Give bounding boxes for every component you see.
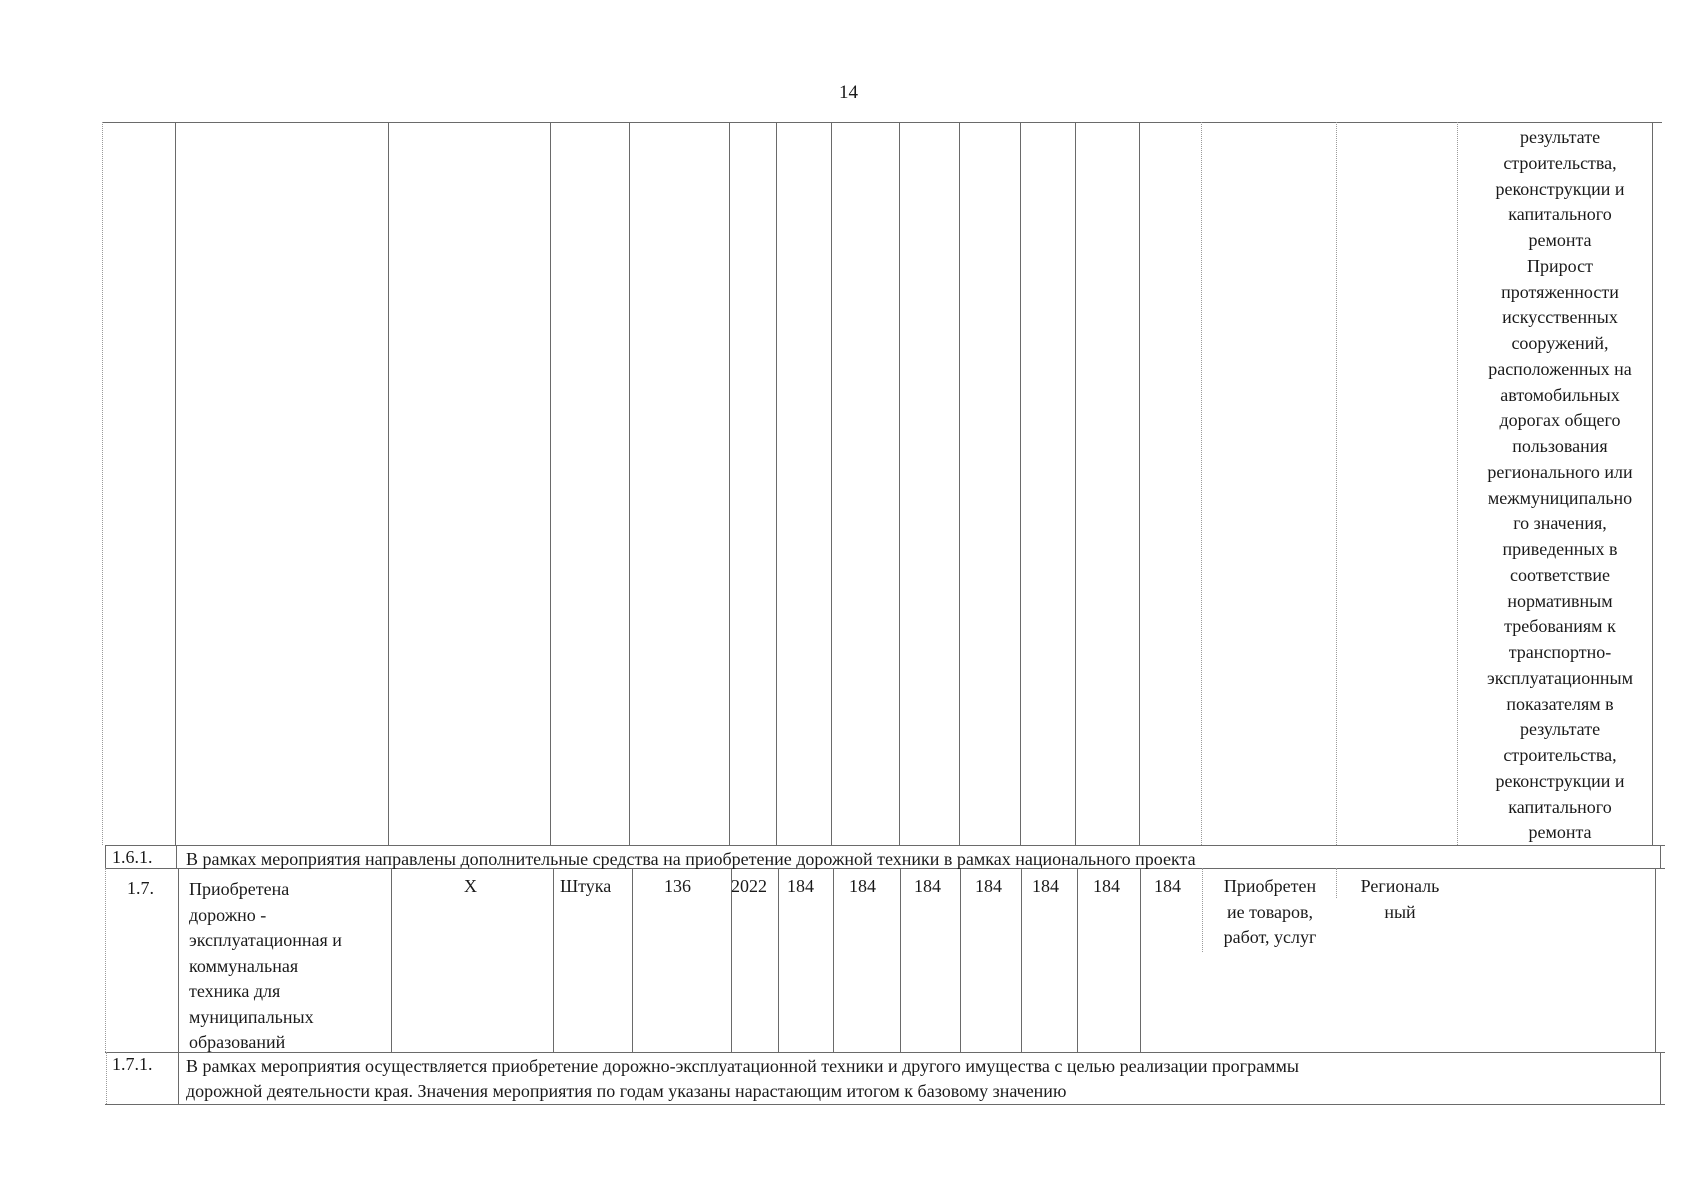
- row-1-7-value: 184: [787, 876, 814, 896]
- name-line: Приобретена: [189, 879, 290, 899]
- note-1-7-1-line1: В рамках мероприятия осуществляется приобретение дорожно-эксплуатационной техники и другого имущества с целью реализации программы: [186, 1056, 1299, 1076]
- column-line: [900, 868, 901, 1052]
- name-line: техника для: [189, 981, 281, 1001]
- row-1-7-number: 1.7.: [127, 878, 154, 898]
- text-line: регионального или: [1487, 461, 1633, 482]
- column-line: [553, 868, 554, 1052]
- level-line: ный: [1384, 901, 1416, 922]
- text-line: межмуниципально: [1487, 487, 1633, 508]
- note-1-6-1-text: В рамках мероприятия направлены дополнительные средства на приобретение дорожной техники в рамках национального проекта: [186, 849, 1196, 869]
- note-1-7-1-line2: дорожной деятельности края. Значения мероприятия по годам указаны нарастающим итогом к базовому значению: [186, 1081, 1067, 1101]
- column-line: [899, 122, 900, 845]
- column-line: [106, 1052, 107, 1104]
- text-line: искусственных: [1502, 307, 1618, 328]
- text-line: строительства,: [1503, 152, 1617, 173]
- text-line: нормативным: [1507, 590, 1613, 611]
- column-line: [629, 122, 630, 845]
- row-1-7-base-value: 136: [664, 876, 691, 896]
- column-line: [632, 868, 633, 1052]
- page-number: 14: [839, 82, 858, 103]
- column-line: [729, 122, 730, 845]
- name-line: коммунальная: [189, 955, 299, 976]
- text-line: капитального: [1508, 204, 1612, 225]
- column-line: [178, 1052, 179, 1104]
- text-line: показателям в: [1506, 693, 1614, 714]
- column-line: [175, 122, 176, 845]
- row-separator: [105, 845, 1665, 846]
- name-line: дорожно -: [189, 904, 267, 925]
- text-line: реконструкции и: [1495, 770, 1625, 791]
- text-line: эксплуатационным: [1486, 667, 1633, 688]
- text-line: сооружений,: [1511, 333, 1609, 353]
- column-line: [1660, 1052, 1661, 1104]
- text-line: дорогах общего: [1499, 410, 1621, 431]
- name-line: образований: [189, 1032, 286, 1052]
- column-line: [960, 868, 961, 1052]
- column-line: [1336, 122, 1337, 845]
- text-line: реконструкции и: [1495, 178, 1625, 199]
- row-1-7-value: 184: [849, 876, 876, 896]
- column-line: [1201, 122, 1202, 845]
- column-line: [1077, 868, 1078, 1052]
- column-line: [176, 845, 177, 868]
- text-line: протяженности: [1501, 281, 1619, 302]
- column-line: [1139, 122, 1140, 845]
- text-line: ремонта: [1528, 230, 1592, 250]
- name-line: эксплуатационная и: [189, 930, 342, 950]
- name-line: муниципальных: [189, 1006, 314, 1027]
- column-line: [550, 122, 551, 845]
- column-line: [1202, 868, 1203, 952]
- text-line: Прирост: [1527, 255, 1593, 276]
- row-1-7-value: 184: [1093, 876, 1120, 896]
- row-1-7-unit: Штука: [560, 876, 612, 896]
- text-line: пользования: [1512, 436, 1608, 456]
- column-line: [959, 122, 960, 845]
- column-line: [776, 122, 777, 845]
- row-1-7-name: [189, 877, 342, 1056]
- column-line: [1336, 868, 1337, 898]
- text-line: результате: [1519, 127, 1601, 147]
- text-line: соответствие: [1509, 564, 1611, 585]
- column-line: [1655, 868, 1656, 1052]
- row-1-7-level: [1340, 874, 1460, 925]
- text-line: расположенных на: [1488, 358, 1632, 379]
- note-1-7-1-number: 1.7.1.: [112, 1054, 153, 1074]
- column-line: [778, 868, 779, 1052]
- column-line: [105, 868, 106, 1052]
- text-line: приведенных в: [1502, 539, 1618, 559]
- column-line: [1020, 122, 1021, 845]
- text-line: транспортно-: [1508, 642, 1612, 662]
- column-line: [1140, 868, 1141, 1052]
- column-line: [105, 845, 106, 868]
- column-line: [1660, 845, 1661, 868]
- text-line: требованиям к: [1504, 616, 1616, 637]
- column-line: [1021, 868, 1022, 1052]
- continued-indicator-text: [1460, 125, 1660, 846]
- column-line: [388, 122, 389, 845]
- column-line: [831, 122, 832, 845]
- row-1-7-value: 184: [1154, 876, 1181, 896]
- column-line: [1075, 122, 1076, 845]
- row-1-7-type: [1204, 874, 1336, 951]
- table-bottom-border: [105, 1104, 1665, 1105]
- text-line: ремонта: [1528, 822, 1592, 843]
- row-1-7-value: 184: [914, 876, 941, 896]
- level-line: Региональ: [1360, 876, 1440, 896]
- row-1-7-value: 184: [975, 876, 1002, 896]
- column-line: [102, 122, 103, 845]
- text-line: строительства,: [1503, 745, 1617, 765]
- column-line: [1457, 122, 1458, 845]
- column-line: [178, 868, 179, 1052]
- table-top-border: [102, 122, 1662, 123]
- type-line: ие товаров,: [1226, 901, 1313, 922]
- row-1-7-value: 184: [1032, 876, 1059, 896]
- type-line: Приобретен: [1223, 876, 1317, 896]
- type-line: работ, услуг: [1223, 927, 1317, 947]
- column-line: [391, 868, 392, 1052]
- note-1-6-1-number: 1.6.1.: [112, 847, 153, 867]
- row-1-7-mark: X: [464, 876, 477, 896]
- text-line: го значения,: [1513, 513, 1607, 534]
- text-line: результате: [1519, 719, 1601, 740]
- row-1-7-base-year: 2022: [731, 876, 767, 896]
- column-line: [833, 868, 834, 1052]
- text-line: автомобильных: [1500, 384, 1620, 405]
- text-line: капитального: [1508, 796, 1612, 817]
